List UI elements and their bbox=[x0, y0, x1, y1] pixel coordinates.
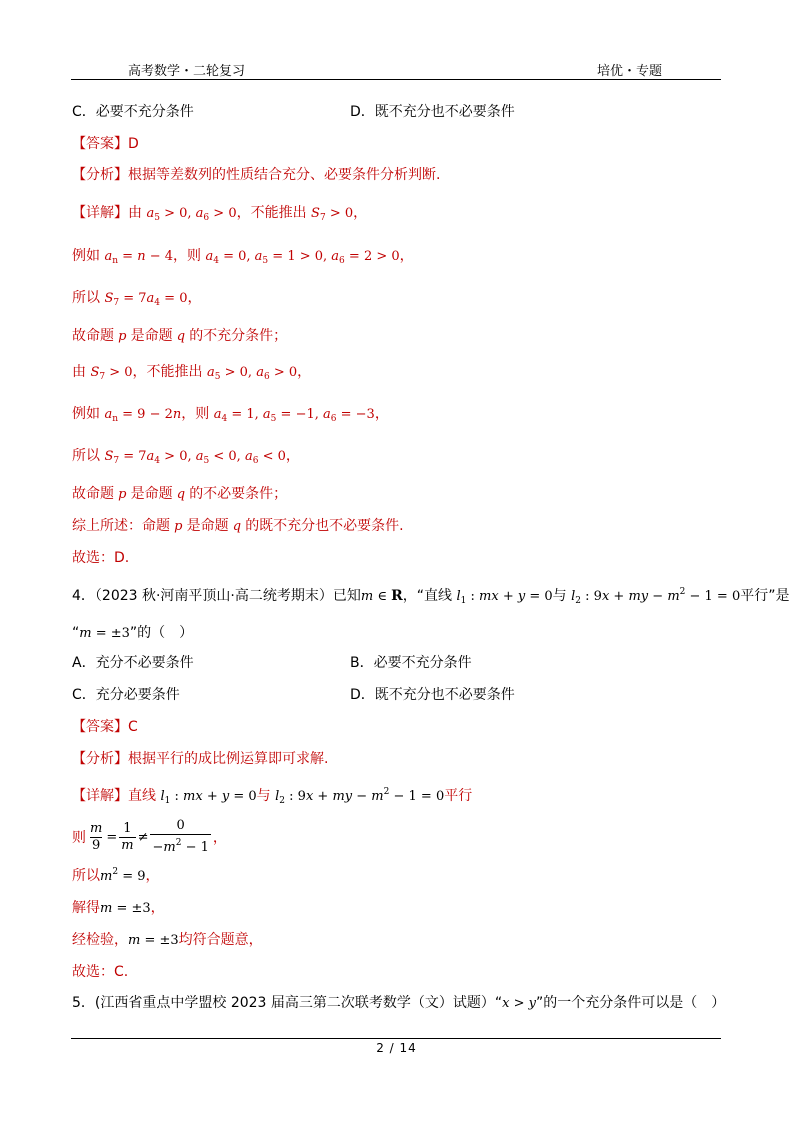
page-header-left: 高考数学・二轮复习 bbox=[128, 64, 246, 79]
q3-detail-line-6: 例如 $a_n = 9 - 2n$，则 $a_4 = 1$, $a_5 = -1$, $a_6 = -3$， bbox=[72, 406, 389, 424]
q3-detail-line-2: 例如 $a_n = n - 4$，则 $a_4 = 0$, $a_5 = 1 > 0$, $a_6 = 2 > 0$， bbox=[72, 248, 414, 266]
q5-stem: 5．(江西省重点中学盟校 2023 届高三第二次联考数学（文）试题）“x > y”的一个充分条件可以是（ ） bbox=[72, 995, 726, 1011]
q3-option-c: C．必要不充分条件 bbox=[72, 104, 194, 120]
footer-rule bbox=[71, 1038, 721, 1039]
q4-option-d: D．既不充分也不必要条件 bbox=[350, 687, 515, 703]
q3-answer: 【答案】D bbox=[72, 136, 139, 152]
q4-answer: 【答案】C bbox=[72, 719, 138, 735]
q4-option-a: A．充分不必要条件 bbox=[72, 655, 194, 671]
q4-option-b: B．必要不充分条件 bbox=[350, 655, 472, 671]
header-rule bbox=[71, 79, 721, 80]
q4-analysis: 【分析】根据平行的成比例运算即可求解. bbox=[72, 751, 329, 767]
q3-detail-line-9: 综上所述：命题 p 是命题 q 的既不充分也不必要条件. bbox=[72, 518, 404, 534]
q3-option-d: D．既不充分也不必要条件 bbox=[350, 104, 515, 120]
q3-analysis: 【分析】根据等差数列的性质结合充分、必要条件分析判断. bbox=[72, 167, 441, 183]
page-header-right: 培优・专题 bbox=[597, 64, 663, 79]
q3-choice: 故选：D. bbox=[72, 550, 130, 566]
q4-option-c: C．充分必要条件 bbox=[72, 687, 180, 703]
q3-detail-line-3: 所以 $S_7 = 7a_4 = 0$， bbox=[72, 290, 202, 308]
q4-stem-line-2: “m = ±3”的（ ） bbox=[72, 625, 194, 641]
q4-detail-line-3: 所以$m^2 = 9$， bbox=[72, 867, 160, 884]
q3-detail-line-5: 由 $S_7 > 0$，不能推出 $a_5 > 0$, $a_6 > 0$， bbox=[72, 364, 312, 382]
q3-detail-line-7: 所以 $S_7 = 7a_4 > 0$, $a_5 < 0$, $a_6 < 0$， bbox=[72, 448, 300, 466]
page-number: 2 / 14 bbox=[376, 1041, 417, 1055]
fraction-0-over-expr: $\frac{0}{-m^2 - 1}$ bbox=[152, 818, 209, 855]
q4-detail-line-1: 【详解】直线 $l_1$ : mx + y = 0与 $l_2$ : 9x + my − $m^2 - 1 = 0$平行 bbox=[72, 787, 473, 806]
q4-detail-line-4: 解得m = ±3， bbox=[72, 900, 165, 916]
q4-detail-fraction-line: 则 $\frac{m}{9}$ = $\frac{1}{m}$ ≠ $\frac{0}{-m^2 - 1}$ ， bbox=[72, 818, 227, 855]
q3-detail-line-1: 【详解】由 $a_5 > 0$, $a_6 > 0$，不能推出 $S_7 > 0$， bbox=[72, 205, 368, 223]
fraction-m-over-9: $\frac{m}{9}$ bbox=[90, 820, 103, 853]
q4-stem-line-1: 4．（2023 秋·河南平顶山·高二统考期末）已知m ∈ R，“直线 $l_1$ : mx + y = 0与 $l_2$ : 9x + my − $m^2 - 1 = 0$平行”是 bbox=[72, 587, 790, 606]
fraction-1-over-m: $\frac{1}{m}$ bbox=[121, 820, 134, 853]
q4-detail-line-5: 经检验，m = ±3均符合题意， bbox=[72, 932, 263, 948]
q4-choice: 故选：C. bbox=[72, 964, 129, 980]
q3-detail-line-4: 故命题 p 是命题 q 的不充分条件； bbox=[72, 328, 288, 344]
q3-detail-line-8: 故命题 p 是命题 q 的不必要条件； bbox=[72, 486, 288, 502]
